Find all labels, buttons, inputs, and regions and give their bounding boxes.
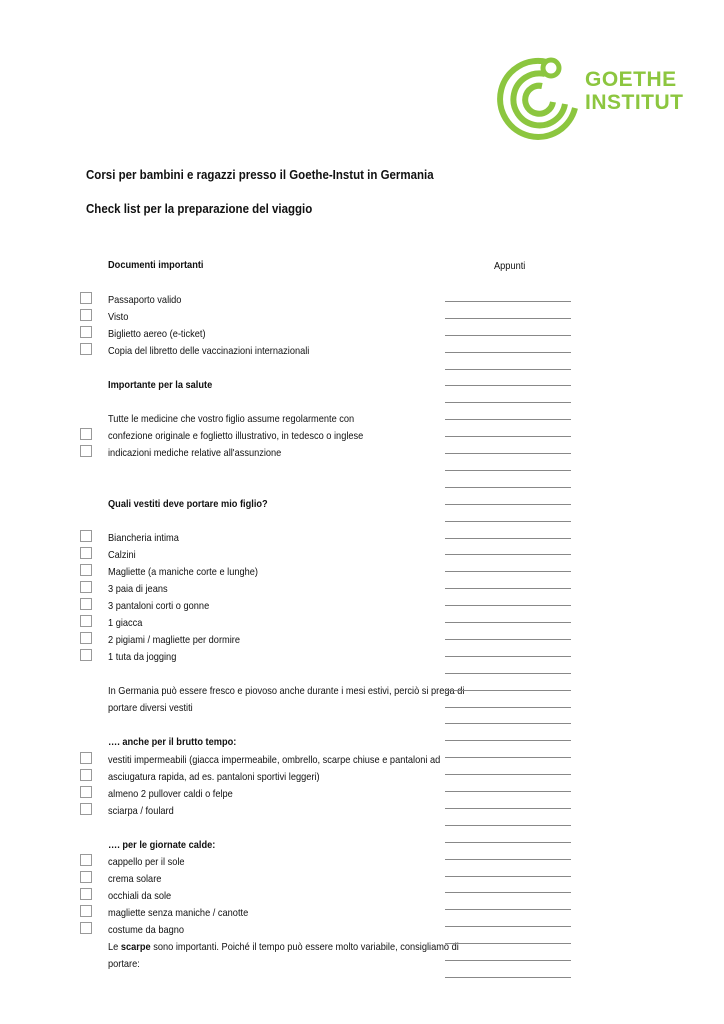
notes-line[interactable] xyxy=(445,926,571,927)
checklist-item: 1 giacca xyxy=(108,617,143,629)
logo-line-2: INSTITUT xyxy=(585,91,684,114)
checkbox[interactable] xyxy=(80,547,92,559)
notes-line[interactable] xyxy=(445,487,571,488)
checkbox[interactable] xyxy=(80,769,92,781)
logo-line-1: GOETHE xyxy=(585,68,677,91)
checklist-item: Biancheria intima xyxy=(108,532,179,544)
checkbox[interactable] xyxy=(80,343,92,355)
checkbox[interactable] xyxy=(80,581,92,593)
notes-line[interactable] xyxy=(445,892,571,893)
checkbox[interactable] xyxy=(80,326,92,338)
checklist-item: almeno 2 pullover caldi o felpe xyxy=(108,788,233,800)
checkbox[interactable] xyxy=(80,871,92,883)
notes-line[interactable] xyxy=(445,723,571,724)
page-title: Corsi per bambini e ragazzi presso il Goethe-Instut in Germania xyxy=(86,168,434,182)
notes-line[interactable] xyxy=(445,656,571,657)
checklist-item: magliette senza maniche / canotte xyxy=(108,907,249,919)
checklist-item: 2 pigiami / magliette per dormire xyxy=(108,634,240,646)
checkbox[interactable] xyxy=(80,445,92,457)
checklist-item: Calzini xyxy=(108,549,136,561)
checkbox[interactable] xyxy=(80,632,92,644)
checkbox[interactable] xyxy=(80,309,92,321)
notes-line[interactable] xyxy=(445,673,571,674)
notes-line[interactable] xyxy=(445,622,571,623)
section-title-health: Importante per la salute xyxy=(108,379,213,391)
checklist-item: indicazioni mediche relative all'assunzione xyxy=(108,447,282,459)
section-title-documents: Documenti importanti xyxy=(108,259,204,271)
checklist-item: Passaporto valido xyxy=(108,294,182,306)
notes-line[interactable] xyxy=(445,825,571,826)
notes-line[interactable] xyxy=(445,402,571,403)
clothes-note-line-2: portare diversi vestiti xyxy=(108,702,193,714)
notes-line[interactable] xyxy=(445,453,571,454)
notes-line[interactable] xyxy=(445,369,571,370)
section-title-bad-weather: …. anche per il brutto tempo: xyxy=(108,736,237,748)
notes-line[interactable] xyxy=(445,707,571,708)
clothes-note-line-1: In Germania può essere fresco e piovoso anche durante i mesi estivi, perciò si prega di xyxy=(108,685,465,697)
checkbox[interactable] xyxy=(80,786,92,798)
checklist-item: vestiti impermeabili (giacca impermeabile, ombrello, scarpe chiuse e pantaloni ad xyxy=(108,754,441,766)
checklist-item: 1 tuta da jogging xyxy=(108,651,177,663)
checklist-item: 3 paia di jeans xyxy=(108,583,168,595)
notes-line[interactable] xyxy=(445,943,571,944)
notes-line[interactable] xyxy=(445,639,571,640)
checkbox[interactable] xyxy=(80,530,92,542)
notes-line[interactable] xyxy=(445,554,571,555)
notes-line[interactable] xyxy=(445,301,571,302)
notes-line[interactable] xyxy=(445,436,571,437)
notes-line[interactable] xyxy=(445,571,571,572)
checklist-item: sciarpa / foulard xyxy=(108,805,174,817)
notes-line[interactable] xyxy=(445,419,571,420)
checklist-item: occhiali da sole xyxy=(108,890,172,902)
notes-column-header: Appunti xyxy=(494,260,526,272)
notes-line[interactable] xyxy=(445,588,571,589)
checklist-item: Biglietto aereo (e-ticket) xyxy=(108,328,206,340)
checkbox[interactable] xyxy=(80,888,92,900)
logo-wordmark xyxy=(585,68,684,114)
checkbox[interactable] xyxy=(80,854,92,866)
notes-line[interactable] xyxy=(445,470,571,471)
checkbox[interactable] xyxy=(80,615,92,627)
shoes-note-line-1 xyxy=(108,941,459,953)
notes-line[interactable] xyxy=(445,538,571,539)
checklist-item: Magliette (a maniche corte e lunghe) xyxy=(108,566,258,578)
notes-line[interactable] xyxy=(445,521,571,522)
notes-line[interactable] xyxy=(445,909,571,910)
notes-line[interactable] xyxy=(445,842,571,843)
shoes-prefix: Le xyxy=(108,941,119,953)
notes-line[interactable] xyxy=(445,859,571,860)
checklist-item: cappello per il sole xyxy=(108,856,185,868)
notes-line[interactable] xyxy=(445,774,571,775)
notes-line[interactable] xyxy=(445,977,571,978)
checkbox[interactable] xyxy=(80,428,92,440)
checklist-item: Visto xyxy=(108,311,129,323)
checkbox[interactable] xyxy=(80,803,92,815)
section-intro: Tutte le medicine che vostro figlio assume regolarmente con xyxy=(108,413,355,425)
checklist-item: confezione originale e foglietto illustrativo, in tedesco o inglese xyxy=(108,430,364,442)
notes-line[interactable] xyxy=(445,318,571,319)
checkbox[interactable] xyxy=(80,292,92,304)
shoes-bold-word: scarpe xyxy=(120,941,151,953)
notes-line[interactable] xyxy=(445,791,571,792)
checkbox[interactable] xyxy=(80,752,92,764)
checkbox[interactable] xyxy=(80,564,92,576)
checkbox[interactable] xyxy=(80,649,92,661)
notes-line[interactable] xyxy=(445,960,571,961)
notes-line[interactable] xyxy=(445,808,571,809)
checklist-item: Copia del libretto delle vaccinazioni internazionali xyxy=(108,345,310,357)
notes-line[interactable] xyxy=(445,605,571,606)
page-subtitle: Check list per la preparazione del viaggio xyxy=(86,202,313,216)
notes-line[interactable] xyxy=(445,876,571,877)
checklist-item: crema solare xyxy=(108,873,162,885)
checkbox[interactable] xyxy=(80,905,92,917)
shoes-rest: sono importanti. Poiché il tempo può essere molto variabile, consigliamo di xyxy=(153,941,459,953)
checklist-item: asciugatura rapida, ad es. pantaloni sportivi leggeri) xyxy=(108,771,320,783)
checklist-item: 3 pantaloni corti o gonne xyxy=(108,600,210,612)
shoes-note-line-2: portare: xyxy=(108,958,140,970)
notes-line[interactable] xyxy=(445,335,571,336)
checkbox[interactable] xyxy=(80,598,92,610)
notes-line[interactable] xyxy=(445,504,571,505)
notes-line[interactable] xyxy=(445,757,571,758)
notes-line[interactable] xyxy=(445,690,571,691)
notes-line[interactable] xyxy=(445,740,571,741)
checkbox[interactable] xyxy=(80,922,92,934)
section-title-clothes: Quali vestiti deve portare mio figlio? xyxy=(108,498,268,510)
notes-line[interactable] xyxy=(445,352,571,353)
checklist-item: costume da bagno xyxy=(108,924,185,936)
section-title-hot-days: …. per le giornate calde: xyxy=(108,839,216,851)
notes-line[interactable] xyxy=(445,385,571,386)
